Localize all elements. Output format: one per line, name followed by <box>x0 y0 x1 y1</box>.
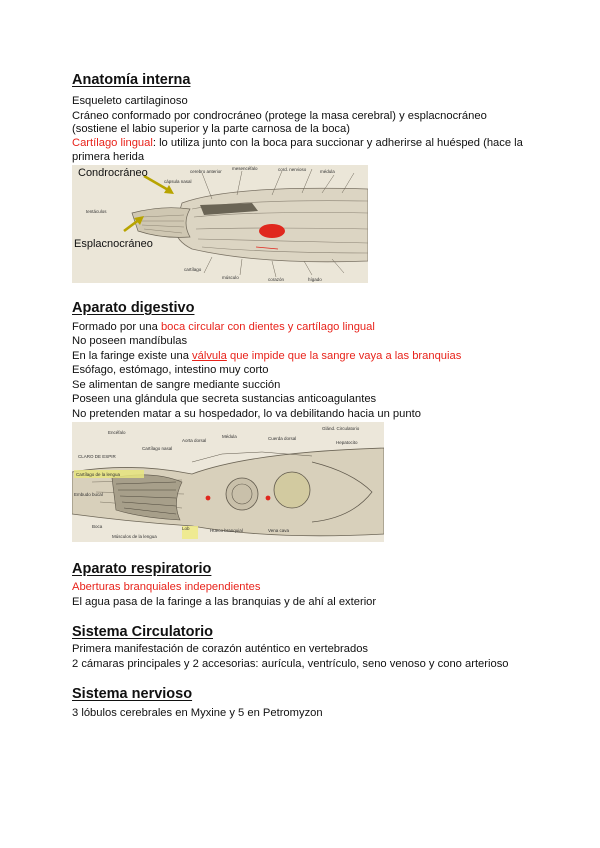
svg-text:Boca: Boca <box>92 524 103 529</box>
text-line <box>72 349 461 364</box>
section-title-respiratorio: Aparato respiratorio <box>72 561 212 577</box>
section-title-anatomia: Anatomía interna <box>72 72 191 88</box>
svg-text:cartílago: cartílago <box>184 267 202 272</box>
section-title-digestivo: Aparato digestivo <box>72 300 195 316</box>
skull-diagram-figure <box>72 165 368 283</box>
svg-text:Lob: Lob <box>182 526 190 531</box>
text-line: Primera manifestación de corazón auténtico en vertebrados <box>72 643 369 655</box>
section-title-circulatorio: Sistema Circulatorio <box>72 624 214 640</box>
text-segment: : lo utiliza junto con la boca para succionar y adherirse al huésped (hace la <box>152 137 523 149</box>
section-title-nervioso: Sistema nervioso <box>72 686 193 702</box>
svg-text:Encéfalo: Encéfalo <box>108 430 126 435</box>
text-line <box>72 320 375 335</box>
skull-diagram <box>72 165 368 283</box>
svg-text:Médula: Médula <box>222 434 237 439</box>
svg-text:Hepatocito: Hepatocito <box>336 440 358 445</box>
text-line <box>72 136 523 151</box>
highlight-term: boca circular con dientes y cartílago lingual <box>160 321 375 333</box>
svg-text:hígado: hígado <box>308 277 322 282</box>
text-line: No poseen mandíbulas <box>72 335 188 347</box>
text-line-highlight: Aberturas branquiales independientes <box>72 581 261 593</box>
label-esplacnocraneo: Esplacnocráneo <box>74 238 153 250</box>
svg-text:Vena cava: Vena cava <box>268 528 290 533</box>
digestive-diagram-figure <box>72 422 384 542</box>
highlight-term: Cartílago lingual <box>72 137 153 149</box>
svg-text:Aorta dorsal: Aorta dorsal <box>182 438 207 443</box>
text-line: Esqueleto cartilaginoso <box>72 95 188 107</box>
svg-text:Cartílago nasal: Cartílago nasal <box>142 446 173 451</box>
svg-text:Cuerda dorsal: Cuerda dorsal <box>268 436 297 441</box>
svg-text:Embudo bucal: Embudo bucal <box>74 492 103 497</box>
svg-text:tentáculos: tentáculos <box>86 209 107 214</box>
svg-text:CLARO DE ESPIR: CLARO DE ESPIR <box>78 454 116 459</box>
text-line: primera herida <box>72 151 145 163</box>
text-segment: Formado por una <box>72 321 161 333</box>
highlight-term: válvula <box>192 350 227 362</box>
text-line: (sostiene el labio superior y la parte carnosa de la boca) <box>72 123 350 135</box>
svg-text:cord. nervioso: cord. nervioso <box>278 167 307 172</box>
svg-text:cápsula nasal: cápsula nasal <box>164 179 192 184</box>
svg-text:Glánd. Circulatorio: Glánd. Circulatorio <box>322 426 360 431</box>
svg-text:Hueco branquial: Hueco branquial <box>210 528 243 533</box>
text-line: Poseen una glándula que secreta sustancias anticoagulantes <box>72 393 377 405</box>
text-line: Esófago, estómago, intestino muy corto <box>72 364 269 376</box>
svg-text:médula: médula <box>320 169 335 174</box>
text-line: No pretenden matar a su hospedador, lo va debilitando hacia un punto <box>72 408 421 420</box>
label-condrocraneo: Condrocráneo <box>78 167 148 179</box>
svg-text:cerebro anterior: cerebro anterior <box>190 169 222 174</box>
digestive-diagram <box>72 422 384 542</box>
highlight-term: que impide que la sangre vaya a las branquias <box>226 350 462 362</box>
text-line: Se alimentan de sangre mediante succión <box>72 379 281 391</box>
svg-text:músculo: músculo <box>222 275 239 280</box>
svg-text:Músculos de la lengua: Músculos de la lengua <box>112 534 157 539</box>
text-segment: En la faringe existe una <box>72 350 193 362</box>
text-line: Cráneo conformado por condrocráneo (protege la masa cerebral) y esplacnocráneo <box>72 110 487 122</box>
text-line: 2 cámaras principales y 2 accesorias: aurícula, ventrículo, seno venoso y cono arterioso <box>72 658 509 670</box>
svg-text:Cartílago de la lengua: Cartílago de la lengua <box>76 472 121 477</box>
text-line: El agua pasa de la faringe a las branquias y de ahí al exterior <box>72 596 377 608</box>
svg-text:corazón: corazón <box>268 277 285 282</box>
svg-text:mesencéfalo: mesencéfalo <box>232 166 258 171</box>
text-line: 3 lóbulos cerebrales en Myxine y 5 en Petromyzon <box>72 707 323 719</box>
